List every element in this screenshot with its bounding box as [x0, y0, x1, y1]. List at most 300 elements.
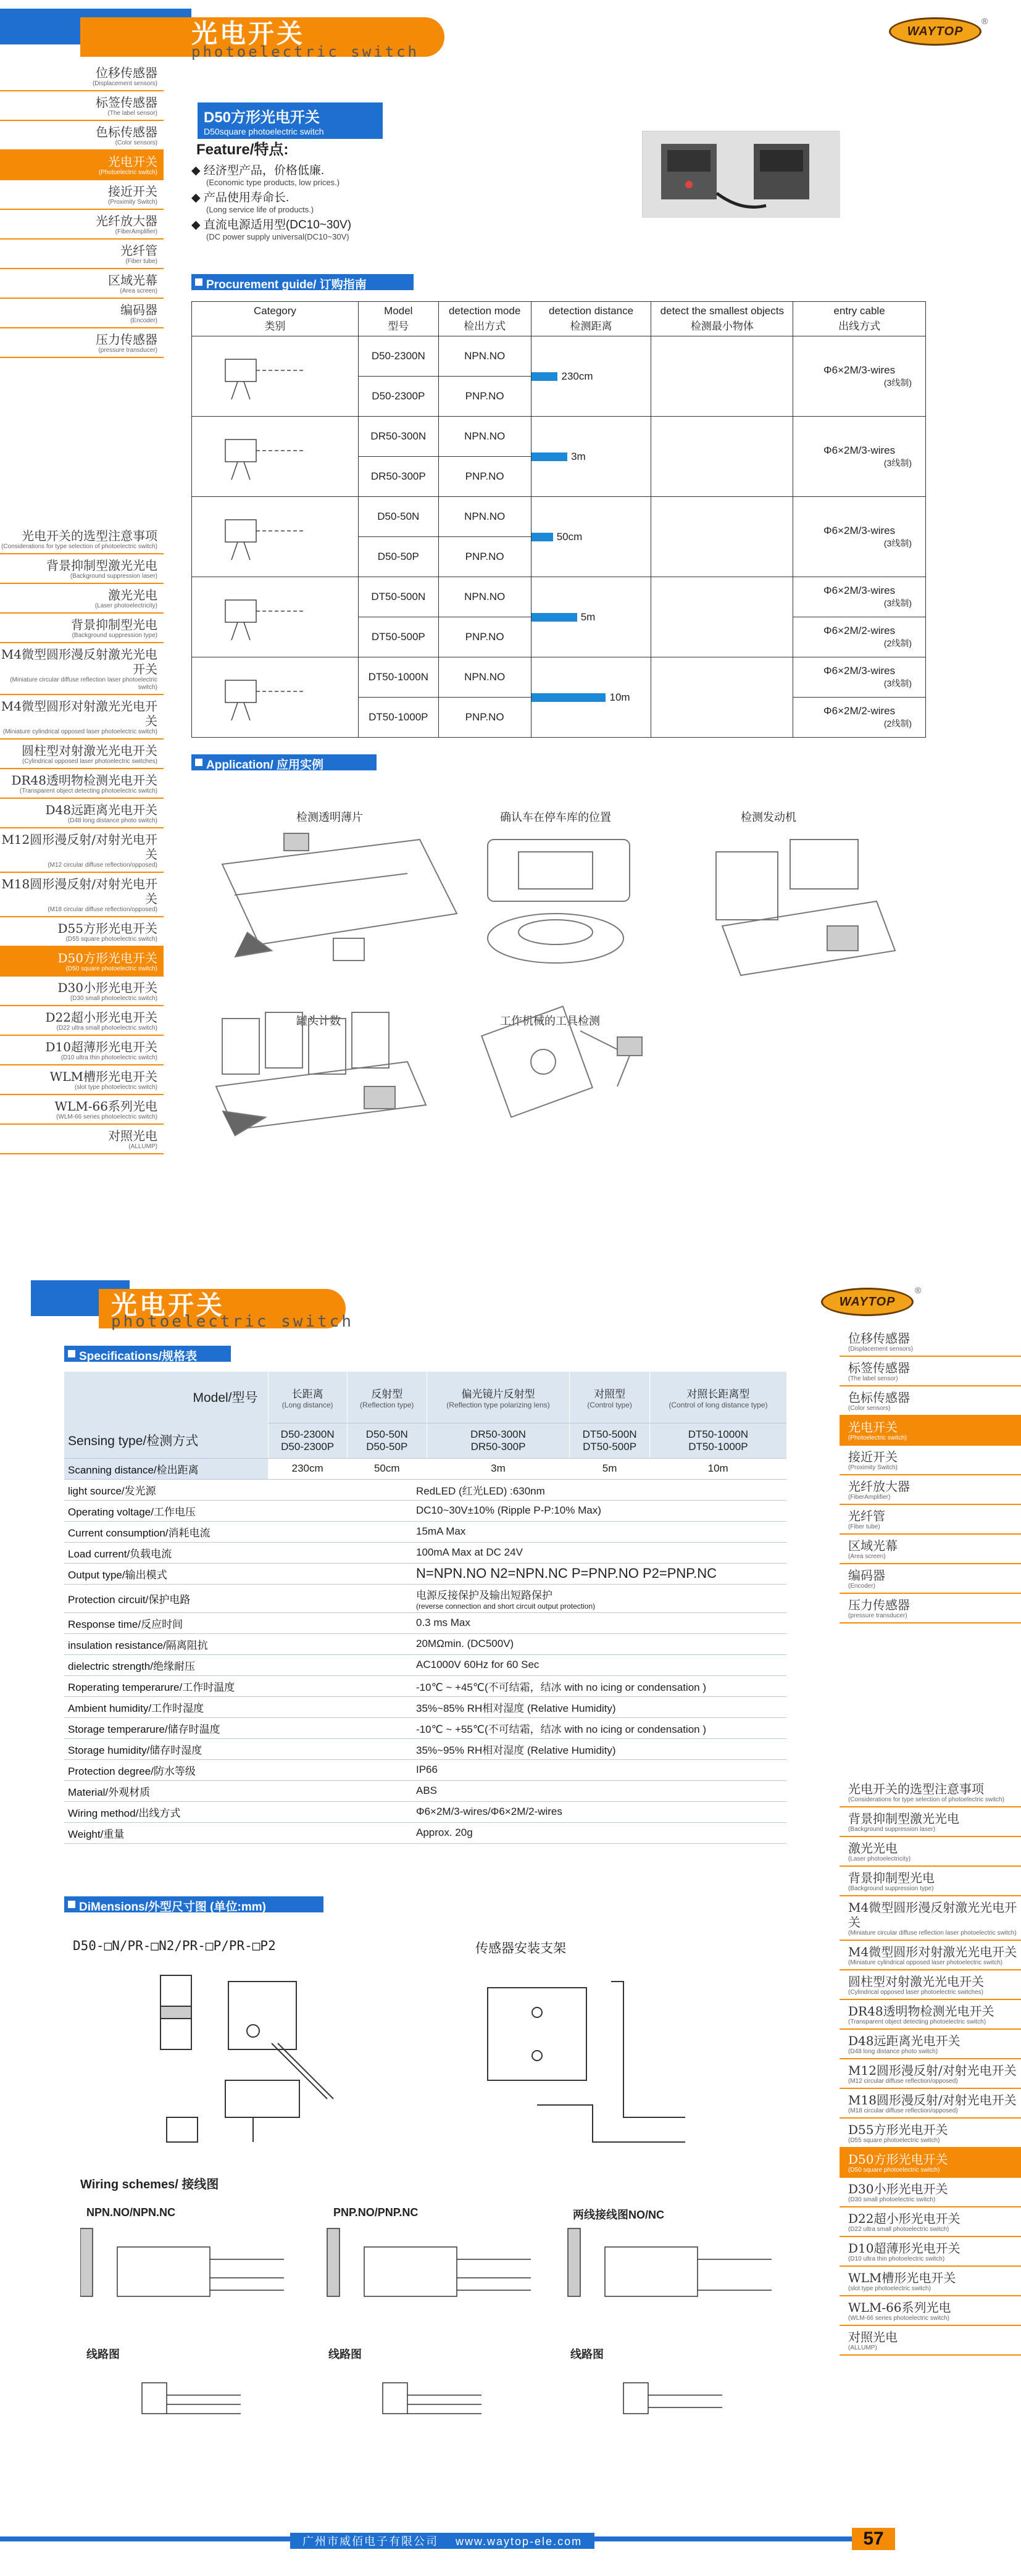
nav-item-sublabel: (M18 circular diffuse reflection/opposed)	[48, 906, 157, 913]
specifications-title: Specifications/规格表	[64, 1346, 231, 1362]
nav-item-sublabel: (D22 ultra small photoelectric switch)	[848, 2226, 949, 2233]
nav-right-sub-item[interactable]	[840, 1941, 1021, 1970]
spec-row	[64, 1500, 786, 1521]
category-illustration	[192, 657, 359, 738]
model-cell: D50-2300P	[358, 377, 438, 417]
nav-item-sublabel: (Photoelectric switch)	[848, 1435, 907, 1441]
nav-item-label: D48远距离光电开关	[45, 802, 157, 817]
nav-item-label: WLM-66系列光电	[54, 1099, 157, 1114]
nav-item-label: 背景抑制型激光光电	[46, 558, 157, 573]
nav-left-item[interactable]	[0, 328, 164, 358]
nav-item-sublabel: (Color sensors)	[115, 140, 157, 146]
spec-value-text: ABS	[416, 1785, 438, 1796]
application-title: Application/ 应用实例	[191, 754, 377, 770]
nav-item-label: 光纤放大器	[96, 214, 157, 228]
spec-value-text: -10℃ ~ +45℃(不可结霜，结冰 with no icing or condensation )	[416, 1681, 706, 1693]
nav-item-sublabel: (Background suppression laser)	[848, 1826, 936, 1833]
nav-left-sub-item[interactable]	[0, 1125, 164, 1154]
nav-item-label: D22超小形光电开关	[45, 1010, 157, 1025]
nav-left-item[interactable]	[0, 210, 164, 240]
nav-right-item[interactable]	[840, 1535, 1021, 1564]
nav-left-sub-item[interactable]	[0, 614, 164, 643]
scanning-value: 10m	[649, 1458, 786, 1479]
nav-item-sublabel: (FiberAmplifier)	[848, 1494, 891, 1501]
spec-value	[268, 1633, 786, 1654]
nav-item-label: 接近开关	[108, 184, 157, 199]
nav-item-sublabel: (Color sensors)	[848, 1405, 891, 1412]
cable-wires: (3线制)	[883, 377, 912, 388]
nav-item-label: D48远距离光电开关	[848, 2033, 961, 2048]
scanning-value: 50cm	[347, 1458, 427, 1479]
nav-item-sublabel: (ALLUMP)	[128, 1143, 157, 1150]
nav-right-sub-item[interactable]	[840, 2237, 1021, 2267]
nav-right-sub-item[interactable]	[840, 1837, 1021, 1867]
wiring-pnp-title: PNP.NO/PNP.NC	[333, 2206, 419, 2219]
cable-spec: Φ6×2M/3-wires	[823, 524, 896, 536]
nav-right-sub-item[interactable]	[840, 2000, 1021, 2030]
table-row	[192, 657, 926, 698]
nav-item-sublabel: (The label sensor)	[107, 110, 157, 117]
nav-item-sublabel: (WLM-66 series photoelectric switch)	[848, 2315, 949, 2322]
nav-item-sublabel: (D55 square photoelectric switch)	[65, 936, 157, 943]
procurement-header-row	[192, 302, 926, 336]
cable-spec: Φ6×2M/2-wires	[823, 705, 896, 717]
footer-company: 广州市威佰电子有限公司	[302, 2535, 438, 2548]
nav-item-label: 色标传感器	[848, 1390, 910, 1405]
spec-label: Storage temperarure/储存时温度	[64, 1717, 268, 1738]
feature-item	[191, 188, 351, 214]
feature-title: Feature/特点:	[196, 141, 289, 158]
nav-right-sub-item[interactable]	[840, 2296, 1021, 2326]
page-title-2: 光电开关	[111, 1290, 225, 1320]
side-nav-right	[840, 1327, 1021, 1624]
spec-value	[268, 1654, 786, 1675]
model-cell: DT50-500N	[358, 577, 438, 617]
nav-item-label: 圆柱型对射激光光电开关	[22, 743, 157, 758]
cable-cell	[793, 577, 926, 617]
scanning-row	[64, 1458, 786, 1479]
nav-item-label: 光纤放大器	[848, 1479, 910, 1494]
application-caption: 检测透明薄片	[296, 811, 363, 823]
cable-wires: (2线制)	[883, 719, 912, 728]
distance-cell	[531, 577, 651, 657]
spec-value-text: DC10~30V±10% (Ripple P-P:10% Max)	[416, 1504, 601, 1516]
nav-item-label: WLM-66系列光电	[848, 2300, 951, 2315]
mode-cell: NPN.NO	[438, 497, 531, 537]
spec-label: Storage humidity/储存时湿度	[64, 1738, 268, 1759]
feature-sub: (Economic type products, low prices.)	[206, 178, 340, 187]
nav-left-sub-item[interactable]	[0, 695, 164, 740]
nav-item-sublabel: (D48 long distance photo switch)	[67, 817, 157, 824]
nav-item-label: D10超薄形光电开关	[848, 2241, 961, 2256]
nav-item-label: D30小形光电开关	[57, 980, 157, 995]
nav-item-label: 区域光幕	[848, 1538, 898, 1553]
spec-row	[64, 1563, 786, 1584]
nav-right-sub-item[interactable]	[840, 2326, 1021, 2356]
cable-wires: (3线制)	[883, 598, 912, 608]
col-title: 长距离	[291, 1388, 323, 1401]
nav-item-label: 区域光幕	[108, 273, 157, 288]
nav-right-item[interactable]	[840, 1386, 1021, 1416]
wiring-diagrams	[80, 2222, 790, 2494]
feature-item	[191, 215, 351, 241]
spec-row	[64, 1696, 786, 1717]
nav-item-label: 光电开关的选型注意事项	[22, 528, 157, 543]
application-caption: 确认车在停车库的位置	[500, 811, 611, 823]
nav-right-item[interactable]	[840, 1416, 1021, 1446]
spec-value-text: 0.3 ms Max	[416, 1617, 470, 1628]
nav-item-label: 编码器	[120, 302, 157, 317]
nav-left-item[interactable]	[0, 299, 164, 328]
nav-right-item[interactable]	[840, 1446, 1021, 1475]
application-caption: 工作机械的工具检测	[500, 1015, 600, 1027]
nav-item-label: 光电开关	[108, 154, 157, 169]
nav-left-sub-item[interactable]	[0, 1036, 164, 1065]
spec-row	[64, 1738, 786, 1759]
nav-item-sublabel: (Area screen)	[848, 1553, 886, 1560]
nav-left-item[interactable]	[0, 180, 164, 210]
spec-row	[64, 1780, 786, 1801]
nav-left-sub-item[interactable]	[0, 584, 164, 614]
nav-item-label: 对照光电	[848, 2330, 898, 2345]
spec-value	[268, 1500, 786, 1521]
nav-item-sublabel: (D30 small photoelectric switch)	[70, 995, 157, 1002]
nav-item-sublabel: (D48 long distance photo switch)	[848, 2048, 938, 2055]
nav-item-sublabel: (Area screen)	[120, 288, 157, 294]
nav-item-label: 光电开关	[848, 1420, 898, 1435]
distance-cell	[531, 657, 651, 738]
procurement-title: Procurement guide/ 订购指南	[191, 274, 414, 290]
nav-left-item[interactable]	[0, 151, 164, 180]
model-cell: D50-50N	[358, 497, 438, 537]
spec-row	[64, 1822, 786, 1843]
nav-item-sublabel: (Miniature cylindrical opposed laser photoelectric switch)	[848, 1959, 1003, 1966]
mount-bracket-title: 传感器安装支架	[475, 1941, 566, 1956]
diamond-icon: ◆	[191, 219, 204, 231]
nav-item-sublabel: (Background suppression type)	[848, 1885, 934, 1892]
spec-col-header	[268, 1372, 347, 1423]
nav-item-sublabel: (Cylindrical opposed laser photoelectric switches)	[848, 1989, 983, 1996]
procurement-header: detect the smallest objects 检测最小物体	[651, 302, 793, 336]
nav-item-sublabel: (slot type photoelectric switch)	[75, 1084, 157, 1091]
cable-cell	[793, 698, 926, 738]
wiring-title: Wiring schemes/ 接线图	[80, 2178, 219, 2191]
nav-item-sublabel: (Proximity Switch)	[848, 1464, 898, 1471]
mode-cell: PNP.NO	[438, 698, 531, 738]
spec-value	[268, 1801, 786, 1822]
nav-right-sub-item[interactable]	[840, 2059, 1021, 2089]
model-cell: D50-2300N	[358, 336, 438, 377]
nav-item-sublabel: (Fiber tube)	[848, 1524, 880, 1530]
spec-value-text: N=NPN.NO N2=NPN.NC P=PNP.NO P2=PNP.NC	[416, 1565, 717, 1581]
col-subtitle: (Control of long distance type)	[669, 1401, 768, 1410]
nav-item-label: 色标传感器	[96, 125, 157, 140]
spec-value-text: 35%~95% RH相对湿度 (Relative Humidity)	[416, 1744, 616, 1756]
category-illustration	[192, 577, 359, 657]
procurement-header: detection mode 检出方式	[438, 302, 531, 336]
application-caption: 检测发动机	[741, 811, 796, 823]
nav-right-sub-item[interactable]	[840, 2178, 1021, 2207]
distance-bar	[531, 372, 558, 381]
nav-left-sub-item[interactable]	[0, 740, 164, 769]
nav-left-sub-item[interactable]	[0, 1065, 164, 1095]
spec-label: insulation resistance/隔离阻抗	[64, 1633, 268, 1654]
nav-item-sublabel: (M12 circular diffuse reflection/opposed)	[48, 862, 157, 869]
cable-spec: Φ6×2M/2-wires	[823, 625, 896, 636]
nav-item-sublabel: (M18 circular diffuse reflection/opposed)	[848, 2107, 958, 2114]
circuit-label-1: 线路图	[86, 2348, 120, 2361]
spec-model-cell: D50-50N D50-50P	[347, 1423, 427, 1458]
wiring-two-title: 两线接线图NO/NC	[573, 2209, 664, 2221]
spec-value-text: 100mA Max at DC 24V	[416, 1546, 523, 1558]
spec-row	[64, 1759, 786, 1780]
model-cell: DR50-300P	[358, 457, 438, 497]
model-cell: DT50-500P	[358, 617, 438, 657]
mode-cell: PNP.NO	[438, 617, 531, 657]
feature-text: 经济型产品，价格低廉.	[203, 164, 325, 177]
mode-cell: PNP.NO	[438, 537, 531, 577]
nav-item-label: 光纤管	[848, 1509, 885, 1524]
spec-row	[64, 1675, 786, 1696]
dimensions-model-line: D50-□N/PR-□N2/PR-□P/PR-□P2	[73, 1938, 276, 1953]
cable-wires: (3线制)	[883, 538, 912, 548]
spec-row	[64, 1633, 786, 1654]
nav-item-sublabel: (Transparent object detecting photoelectric switch)	[848, 2019, 986, 2025]
spec-value	[268, 1717, 786, 1738]
spec-value	[268, 1479, 786, 1500]
nav-item-label: D22超小形光电开关	[848, 2211, 961, 2226]
nav-item-label: 位移传感器	[848, 1331, 910, 1346]
spec-value-text: -10℃ ~ +55℃(不可结霜，结冰 with no icing or condensation )	[416, 1723, 706, 1735]
nav-right-sub-item[interactable]	[840, 1970, 1021, 2000]
nav-item-label: 背景抑制型光电	[71, 617, 157, 632]
nav-right-sub-item[interactable]	[840, 2267, 1021, 2296]
nav-item-label: D50方形光电开关	[848, 2152, 948, 2167]
procurement-header: detection distance 检测距离	[531, 302, 651, 336]
procurement-header: Model 型号	[358, 302, 438, 336]
product-tag: D50方形光电开关 D50square photoelectric switch	[198, 102, 383, 139]
spec-label: Operating voltage/工作电压	[64, 1500, 268, 1521]
feature-item	[191, 161, 351, 187]
spec-value	[268, 1822, 786, 1843]
smallest-object-cell	[651, 417, 793, 497]
brand-logo-2: WAYTOP	[821, 1288, 914, 1316]
spec-value	[268, 1563, 786, 1584]
spec-value-text: RedLED (红光LED) :630nm	[416, 1485, 545, 1497]
nav-item-label: 激光光电	[848, 1841, 898, 1856]
nav-item-sublabel: (Considerations for type selection of photoelectric switch)	[848, 1796, 1004, 1803]
distance-cell	[531, 497, 651, 577]
nav-item-label: M12圆形漫反射/对射光电开关	[1, 832, 157, 862]
spec-table	[64, 1372, 786, 1844]
spec-value	[268, 1612, 786, 1633]
spec-model-cell: DT50-500N DT50-500P	[570, 1423, 650, 1458]
cable-spec: Φ6×2M/3-wires	[823, 364, 896, 376]
nav-left-item[interactable]	[0, 240, 164, 269]
cable-cell	[793, 497, 926, 577]
side-nav-right-sub	[840, 1778, 1021, 2356]
nav-left-sub-item[interactable]	[0, 643, 164, 695]
nav-item-label: 压力传感器	[96, 332, 157, 347]
nav-item-label: M18圆形漫反射/对射光电开关	[1, 877, 157, 906]
spec-header-row	[64, 1372, 786, 1423]
procurement-table	[191, 301, 926, 738]
spec-label: dielectric strength/绝缘耐压	[64, 1654, 268, 1675]
spec-value-text: 35%~85% RH相对湿度 (Relative Humidity)	[416, 1702, 616, 1714]
spec-label: Scanning distance/检出距离	[64, 1458, 268, 1479]
feature-sub: (Long service life of products.)	[206, 205, 314, 214]
reg-mark-2: ®	[915, 1285, 922, 1295]
nav-left-sub-item[interactable]	[0, 828, 164, 873]
category-illustration	[192, 417, 359, 497]
nav-item-sublabel: (Miniature circular diffuse reflection laser photoelectric switch)	[10, 677, 157, 691]
model-label: Model/型号	[193, 1391, 258, 1405]
procurement-header: entry cable 出线方式	[793, 302, 926, 336]
nav-item-label: M4微型圆形漫反射激光光电开关	[1, 647, 157, 677]
nav-item-label: D30小形光电开关	[848, 2182, 948, 2196]
spec-model-cell: D50-2300N D50-2300P	[268, 1423, 347, 1458]
spec-col-header	[427, 1372, 570, 1423]
nav-item-label: M18圆形漫反射/对射光电开关	[848, 2093, 1017, 2107]
cable-spec: Φ6×2M/3-wires	[823, 444, 896, 456]
nav-item-sublabel: (Laser photoelectricity)	[94, 602, 157, 609]
table-row	[192, 577, 926, 617]
category-illustration	[192, 336, 359, 417]
nav-item-sublabel: (D10 ultra thin photoelectric switch)	[60, 1054, 157, 1061]
nav-right-sub-item[interactable]	[840, 1896, 1021, 1941]
distance-bar	[531, 693, 606, 702]
nav-right-item[interactable]	[840, 1357, 1021, 1386]
nav-item-sublabel: (D55 square photoelectric switch)	[848, 2137, 940, 2144]
nav-item-sublabel: (D10 ultra thin photoelectric switch)	[848, 2256, 945, 2262]
col-subtitle: (Long distance)	[281, 1401, 333, 1410]
nav-left-sub-item[interactable]	[0, 977, 164, 1006]
mode-cell: NPN.NO	[438, 336, 531, 377]
nav-item-label: 背景抑制型激光光电	[848, 1811, 959, 1826]
procurement-header: Category 类别	[192, 302, 359, 336]
smallest-object-cell	[651, 336, 793, 417]
nav-item-label: D55方形光电开关	[57, 921, 157, 936]
spec-value	[268, 1696, 786, 1717]
nav-item-sublabel: (Displacement sensors)	[848, 1346, 914, 1353]
spec-value	[268, 1759, 786, 1780]
nav-left-sub-item[interactable]	[0, 525, 164, 554]
nav-right-sub-item[interactable]	[840, 2030, 1021, 2059]
spec-label: Roperating temperarure/工作时温度	[64, 1675, 268, 1696]
spec-label: Ambient humidity/工作时湿度	[64, 1696, 268, 1717]
nav-right-sub-item[interactable]	[840, 2119, 1021, 2148]
mode-cell: PNP.NO	[438, 457, 531, 497]
nav-left-item[interactable]	[0, 269, 164, 299]
mode-cell: PNP.NO	[438, 377, 531, 417]
nav-item-label: DR48透明物检测光电开关	[848, 2004, 994, 2019]
spec-label: Output type/输出模式	[64, 1563, 268, 1584]
nav-left-sub-item[interactable]	[0, 873, 164, 917]
nav-item-label: M4微型圆形漫反射激光光电开关	[848, 1900, 1017, 1930]
nav-left-item[interactable]	[0, 91, 164, 121]
nav-right-item[interactable]	[840, 1475, 1021, 1505]
nav-right-item[interactable]	[840, 1564, 1021, 1594]
nav-left-sub-item[interactable]	[0, 769, 164, 799]
nav-right-item[interactable]	[840, 1505, 1021, 1535]
nav-item-label: 激光光电	[108, 588, 157, 602]
col-title: 反射型	[371, 1388, 403, 1401]
sensing-label: Sensing type/检测方式	[68, 1434, 199, 1448]
nav-item-sublabel: (Background suppression laser)	[70, 573, 157, 580]
spec-model-cell: DR50-300N DR50-300P	[427, 1423, 570, 1458]
nav-item-sublabel: (D22 ultra small photoelectric switch)	[56, 1025, 157, 1032]
nav-left-item[interactable]	[0, 121, 164, 151]
nav-left-sub-item[interactable]	[0, 554, 164, 584]
spec-row	[64, 1584, 786, 1612]
nav-item-sublabel: (Photoelectric switch)	[98, 169, 157, 176]
smallest-object-cell	[651, 577, 793, 657]
nav-item-sublabel: (Transparent object detecting photoelectric switch)	[19, 788, 157, 794]
spec-value	[268, 1675, 786, 1696]
nav-item-label: 背景抑制型光电	[848, 1870, 935, 1885]
nav-item-sublabel: (ALLUMP)	[848, 2345, 877, 2351]
nav-item-label: 标签传感器	[848, 1361, 910, 1375]
spec-value-text: Approx. 20g	[416, 1827, 473, 1838]
spec-label: Load current/负载电流	[64, 1542, 268, 1563]
nav-right-sub-item[interactable]	[840, 1867, 1021, 1896]
spec-label: Material/外观材质	[64, 1780, 268, 1801]
diamond-icon: ◆	[191, 164, 204, 177]
nav-left-sub-item[interactable]	[0, 799, 164, 828]
nav-right-sub-item[interactable]	[840, 1807, 1021, 1837]
nav-item-label: D10超薄形光电开关	[45, 1040, 157, 1054]
model-cell: D50-50P	[358, 537, 438, 577]
spec-value-sub: (reverse connection and short circuit output protection)	[416, 1601, 596, 1611]
page-title: 光电开关	[191, 19, 306, 49]
nav-item-sublabel: (Background suppression type)	[72, 632, 157, 639]
spec-col-header	[570, 1372, 650, 1423]
nav-right-sub-item[interactable]	[840, 1778, 1021, 1807]
model-cell: DT50-1000P	[358, 698, 438, 738]
cable-cell	[793, 657, 926, 698]
spec-row	[64, 1801, 786, 1822]
scanning-value: 3m	[427, 1458, 570, 1479]
dimension-drawings	[68, 1957, 784, 2154]
spec-value	[268, 1521, 786, 1542]
nav-right-sub-item[interactable]	[840, 2148, 1021, 2178]
nav-left-sub-item[interactable]	[0, 917, 164, 947]
nav-item-label: 标签传感器	[96, 95, 157, 110]
application-illustrations	[198, 815, 926, 1161]
nav-item-sublabel: (WLM-66 series photoelectric switch)	[56, 1114, 157, 1120]
nav-item-label: DR48透明物检测光电开关	[11, 773, 157, 788]
scanning-value: 5m	[570, 1458, 650, 1479]
spec-value	[268, 1542, 786, 1563]
nav-right-item[interactable]	[840, 1327, 1021, 1357]
nav-left-sub-item[interactable]	[0, 1006, 164, 1036]
col-subtitle: (Control type)	[587, 1401, 632, 1410]
nav-right-item[interactable]	[840, 1594, 1021, 1624]
nav-right-sub-item[interactable]	[840, 2207, 1021, 2237]
circuit-label-3: 线路图	[570, 2348, 604, 2361]
nav-right-sub-item[interactable]	[840, 2089, 1021, 2119]
nav-left-item[interactable]	[0, 62, 164, 91]
footer-url[interactable]: www.waytop-ele.com	[456, 2535, 583, 2548]
distance-value: 10m	[609, 691, 630, 703]
table-row	[192, 336, 926, 377]
nav-left-sub-item[interactable]	[0, 947, 164, 977]
circuit-label-2: 线路图	[328, 2348, 362, 2361]
nav-left-sub-item[interactable]	[0, 1095, 164, 1125]
model-cell: DT50-1000N	[358, 657, 438, 698]
cable-wires: (3线制)	[883, 678, 912, 688]
nav-item-label: WLM槽形光电开关	[49, 1069, 157, 1084]
